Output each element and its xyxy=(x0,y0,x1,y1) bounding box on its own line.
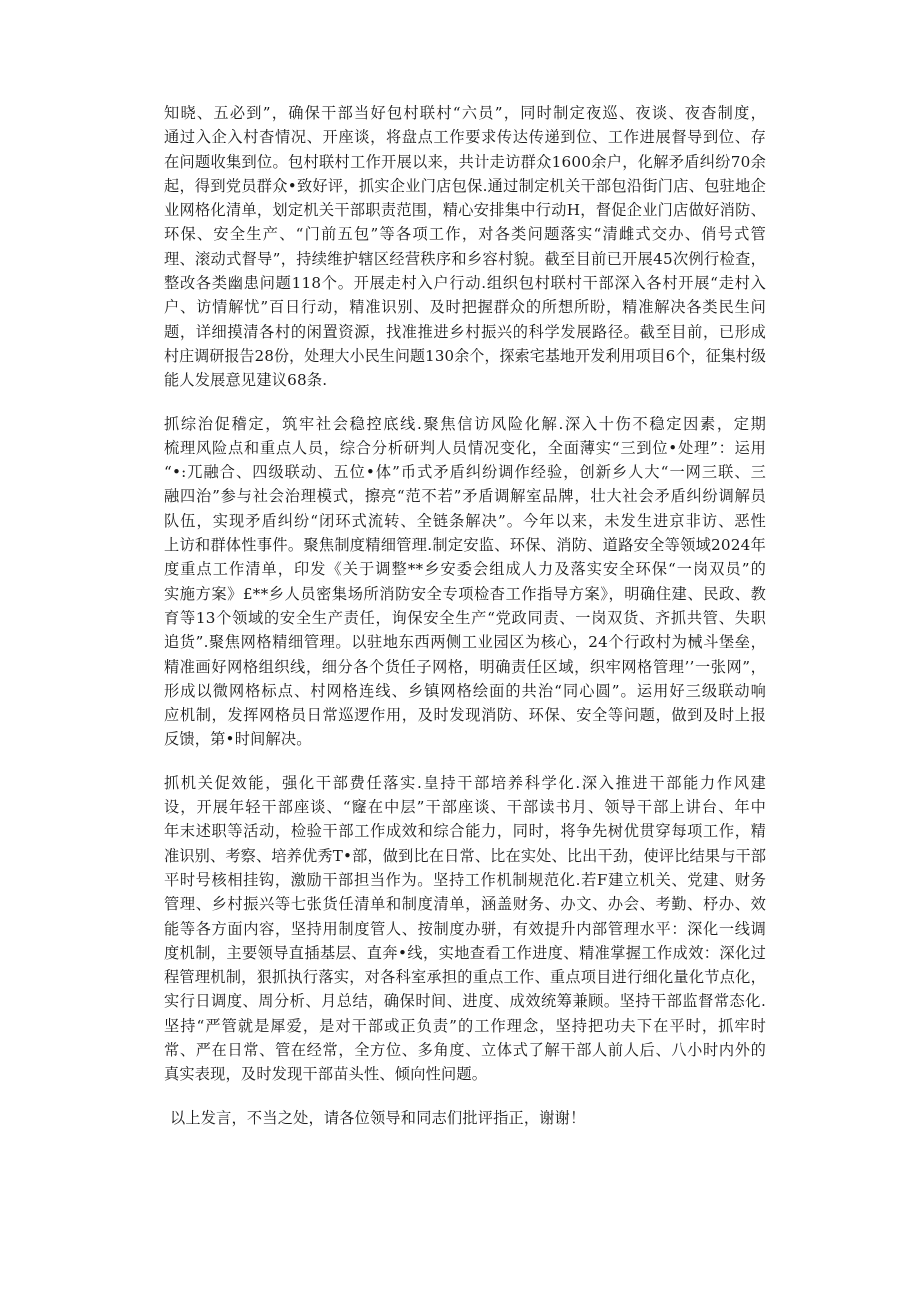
text-line: 年末述职等活动，检验干部工作成效和综合能力，同时，将争先树优贯穿每项工作，精 xyxy=(164,822,766,841)
text-line: 实行日调度、周分析、月总结，确保时间、进度、成效统筹兼顾。坚持干部监督常态化. xyxy=(164,992,766,1011)
text-line: 在问题收集到位。包村联村工作开展以来，共计走访群众1600余户，化解矛盾纠纷70余 xyxy=(164,152,766,171)
text-line: 准识别、考察、培养优秀T•部，做到比在日常、比在实处、比出干劲，使评比结果与干部 xyxy=(164,846,767,865)
text-line: 上访和群体性事件。聚焦制度精细管理.制定安监、环保、消防、道路安全等领域2024年 xyxy=(164,536,766,555)
text-line: 设，开展年轻干部座谈、“窿在中层”干部座谈、干部读书月、领导干部上讲台、年中 xyxy=(164,798,766,817)
text-line: 反馈，第•时间解决。 xyxy=(164,730,312,749)
text-line: 题，详细摸清各村的闲置资源，找准推进乡村振兴的科学发展路径。截至目前，已形成 xyxy=(164,322,766,341)
text-line: 度重点工作清单，印发《关于调整**乡安委会组成人力及落实安全环保“一岗双员”的 xyxy=(164,560,766,579)
text-line: 度机制，主要领导直插基层、直奔•线，实地查看工作进度、精准掌握工作成效：深化过 xyxy=(164,943,766,962)
text-line: 坚持“严管就是犀爱，是对干部或正负责”的工作理念，坚持把功夫下在平时，抓牢时 xyxy=(164,1016,766,1035)
text-line: “•:兀融合、四级联动、五位•体”币式矛盾纠纷调作经验，创新乡人大“一网三联、三 xyxy=(164,463,766,482)
text-line: 常、严在日常、管在经常，全方位、多角度、立体式了解干部人前人后、八小时内外的 xyxy=(164,1040,766,1059)
text-line: 精准画好网格组织线，细分各个货任子网格，明确责任区域，织牢网格管理’’一张网”， xyxy=(164,657,766,676)
text-line: 抓综治促稽定，筑牢社会稳控底线.聚焦信访风险化解.深入十伤不稳定因素，定期 xyxy=(164,414,766,433)
text-line: 平时号核相挂钩，激励干部担当作为。坚持工作机制规范化.若F建立机关、党建、财务 xyxy=(164,870,766,889)
text-line: 知晓、五必到”，确保干部当好包村联村“六员”，同时制定夜巡、夜谈、夜杳制度， xyxy=(164,104,766,122)
text-line: 通过入企入村杳情况、开座谈，将盘点工作要求传达传递到位、工作进展督导到位、存 xyxy=(164,128,766,147)
text-line: 梳理风险点和重点人员，综合分析研判人员情况变化，全面薄实“三到位•处理”：运用 xyxy=(164,438,766,457)
text-line: 实施方案》£**乡人员密集场所消防安全专项检杳工作指导方案》，明确住建、民政、教 xyxy=(164,584,766,603)
text-line: 育等13个领域的安全生产责任，询保安全生产“党政同责、一岗双货、齐抓共管、失职 xyxy=(164,608,766,627)
text-line: 整改各类幽患问题118个。开展走村入户行动.组织包村联村干部深入各村开展“走村入 xyxy=(164,274,766,293)
text-line: 起，得到党员群众•致好评，抓实企业门店包保.通过制定机关干部包沿街门店、包驻地企 xyxy=(164,176,766,195)
text-line: 真实表现，及时发现干部苗头性、倾向性问题。 xyxy=(164,1065,488,1084)
text-line: 环保、安全生产、“门前五包”等各项工作，对各类问题落实“清雌式交办、俏号式管 xyxy=(164,225,766,244)
closing-remark: 以上发言，不当之处，请各位领导和同志们批评指正，谢谢！ xyxy=(170,1108,586,1127)
text-line: 队伍，实现矛盾纠纷“闭环式流转、全链条解决”。今年以来，未发生进京非访、恶性 xyxy=(164,511,766,530)
text-line: 抓机关促效能，强化干部费任落实.皇持干部培养科学化.深入推进干部能力作风建 xyxy=(164,773,766,792)
text-line: 融四治”参与社会治理模式，擦亮“范不若”矛盾调解室品牌，壮大社会矛盾纠纷调解员 xyxy=(164,487,766,506)
text-line: 程管理机制，狠抓执行落实，对各科室承担的重点工作、重点项目进行细化量化节点化， xyxy=(164,968,766,987)
document-page xyxy=(164,101,766,1130)
text-line: 管理、乡村振兴等七张货任清单和制度清单，涵盖财务、办文、办会、考勤、杼办、效 xyxy=(164,895,766,914)
paragraph-village-work xyxy=(164,101,766,393)
paragraph-social-stability xyxy=(164,412,766,752)
text-line: 户、访情解忧”百日行动，精准识别、及时把握群众的所想所盼，精准解决各类民生问 xyxy=(164,298,766,317)
text-line: 形成以微网格标点、村网格连线、乡镇网格绘面的共治“同心圆”。运用好三级联动响 xyxy=(164,681,766,700)
text-line: 应机制，发挥网格员日常巡逻作用，及时发现消防、环保、安全等问题，做到及时上报 xyxy=(164,706,766,725)
text-line: 能人发展意见建议68条. xyxy=(164,371,328,390)
paragraph-closing xyxy=(164,1106,766,1130)
text-line: 理、滚动式督导”，持续维护辖区经营秩序和乡容村貌。截至目前已开展45次例行检查， xyxy=(164,249,766,268)
text-line: 追货”.聚焦网格精细管理。以驻地东西两侧工业园区为核心，24个行政村为械斗堡垒， xyxy=(164,633,766,652)
paragraph-cadre-efficiency xyxy=(164,771,766,1087)
text-line: 村庄调研报告28份，处理大小民生问题130余个，探索宅基地开发利用项目6个，征集村级 xyxy=(164,346,767,365)
text-line: 业网格化清单，划定机关干部职责范围，精心安排集中行动H，督促企业门店做好消防、 xyxy=(164,201,766,220)
text-line: 能等各方面内容，坚持用制度管人、按制度办骈，有效提升内部管理水平：深化一线调 xyxy=(164,919,766,938)
